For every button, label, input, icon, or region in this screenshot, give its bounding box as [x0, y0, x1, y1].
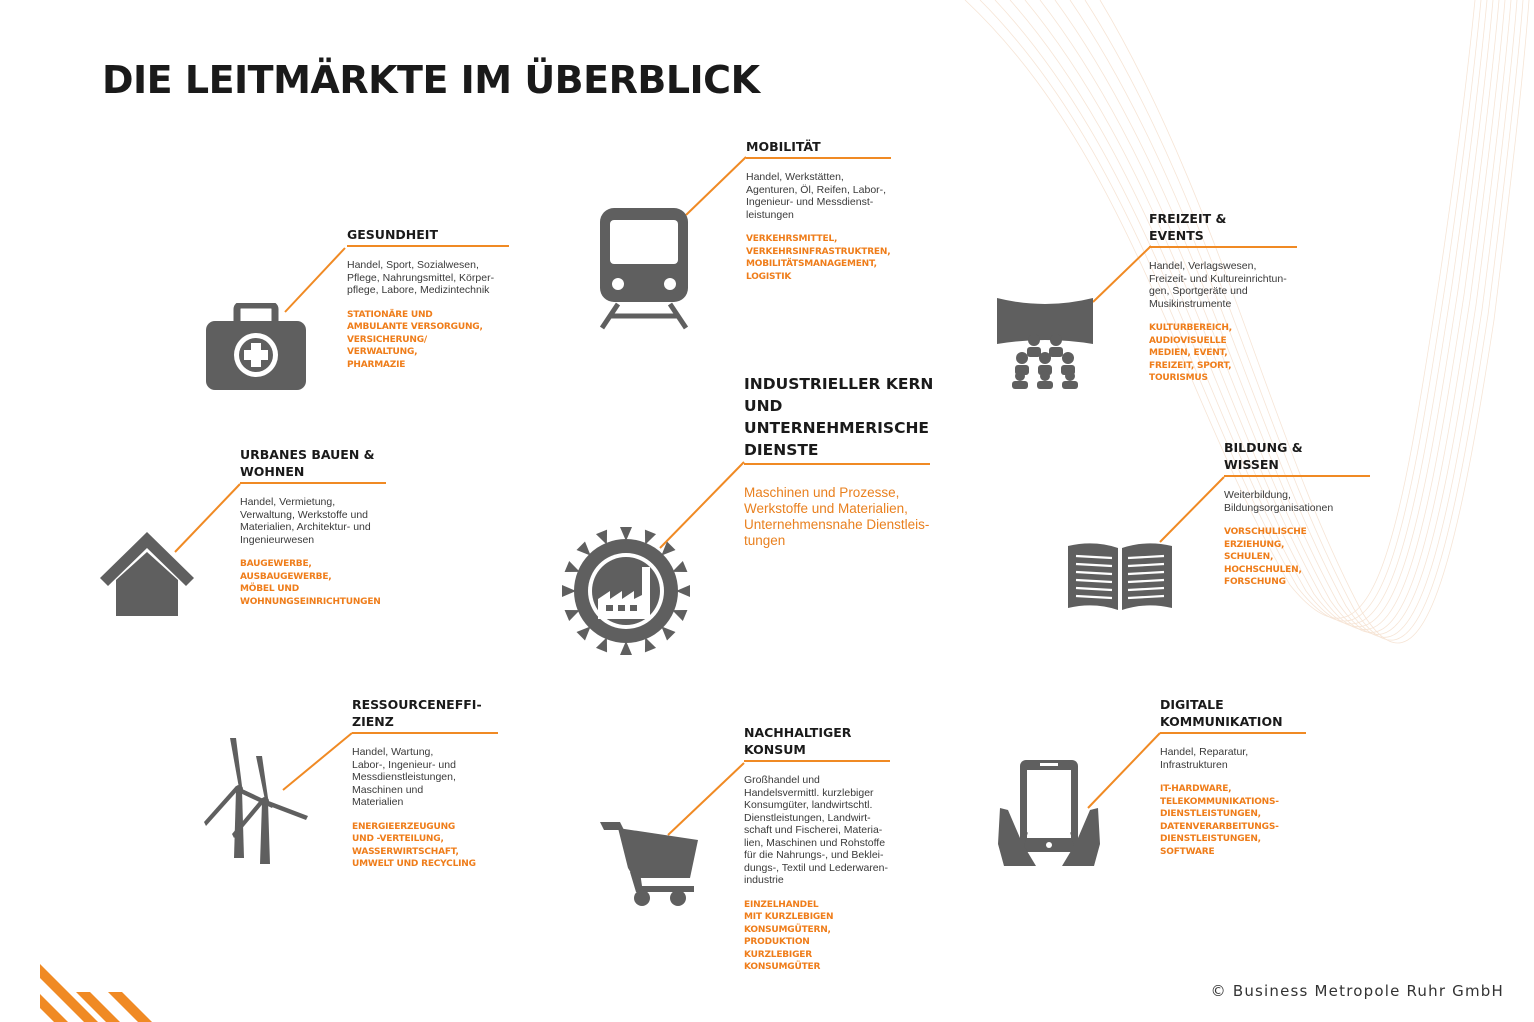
market-sectors: Handel, Vermietung, Verwaltung, Werkstoffe und Materialien, Architektur- und Ingenieurwesen: [240, 496, 371, 546]
market-name: GESUNDHEIT: [347, 227, 438, 242]
factory-gear-icon: [560, 525, 692, 657]
market-focus: VERKEHRSMITTEL, VERKEHRSINFRASTRUKTREN, MOBILITÄTSMANAGEMENT, LOGISTIK: [746, 234, 891, 282]
market-name: BILDUNG & WISSEN: [1224, 440, 1303, 472]
market-focus: BAUGEWERBE, AUSBAUGEWERBE, MÖBEL UND WOHNUNGSEINRICHTUNGEN: [240, 559, 381, 607]
heading-rule: [744, 760, 890, 762]
heading-rule: [1160, 732, 1306, 734]
market-focus: VORSCHULISCHE ERZIEHUNG, SCHULEN, HOCHSCHULEN, FORSCHUNG: [1224, 527, 1307, 587]
market-industrieller-kern: [744, 373, 954, 561]
heading-rule: [352, 732, 498, 734]
heading-rule: [347, 245, 509, 247]
tablet-hands-icon: [998, 758, 1100, 866]
market-sectors: Großhandel und Handelsvermittl. kurzlebiger Konsumgüter, landwirtschtl. Dienstleistungen, Landwirt- schaft und Fischerei, Materia- lien, Maschinen und Rohstoffe für die Nahrungs-, und Beklei- dungs-, Textil und Lederwaren- industrie: [744, 774, 888, 886]
train-icon: [598, 206, 690, 330]
open-book-icon: [1066, 540, 1174, 612]
market-focus: ENERGIEERZEUGUNG UND -VERTEILUNG, WASSERWIRTSCHAFT, UMWELT UND RECYCLING: [352, 821, 476, 869]
market-gesundheit: [347, 226, 509, 371]
market-sectors: Handel, Werkstätten, Agenturen, Öl, Reifen, Labor-, Ingenieur- und Messdienst- leistungen: [746, 171, 887, 221]
wind-turbine-icon: [204, 738, 310, 866]
market-sectors: Handel, Wartung, Labor-, Ingenieur- und Messdienstleistungen, Maschinen und Materialien: [352, 746, 456, 808]
market-sectors: Handel, Verlagswesen, Freizeit- und Kultureinrichtun- gen, Sportgeräte und Musikinstrumente: [1149, 260, 1287, 310]
heading-rule: [744, 463, 930, 465]
market-sectors: Handel, Sport, Sozialwesen, Pflege, Nahrungsmittel, Körper- pflege, Labore, Medizintechnik: [347, 259, 495, 296]
heading-rule: [746, 157, 891, 159]
market-ressourceneffizienz: [352, 696, 502, 871]
market-name: INDUSTRIELLER KERN UND UNTERNEHMERISCHE DIENSTE: [744, 375, 934, 459]
market-nachhaltiger-konsum: [744, 724, 914, 974]
market-urbanes-bauen: [240, 446, 410, 608]
market-name: URBANES BAUEN & WOHNEN: [240, 447, 375, 479]
market-mobilitaet: [746, 138, 921, 283]
heading-rule: [1224, 475, 1370, 477]
market-focus: EINZELHANDEL MIT KURZLEBIGEN KONSUMGÜTERN, PRODUKTION KURZLEBIGER KONSUMGÜTER: [744, 899, 834, 972]
market-focus: STATIONÄRE UND AMBULANTE VERSORGUNG, VERSICHERUNG/ VERWALTUNG, PHARMAZIE: [347, 309, 483, 370]
market-bildung: [1224, 439, 1374, 589]
shopping-cart-icon: [600, 820, 700, 906]
market-focus: IT-HARDWARE, TELEKOMMUNIKATIONS- DIENSTLEISTUNGEN, DATENVERARBEITUNGS- DIENSTLEISTUNGEN, SOFTWARE: [1160, 784, 1279, 857]
audience-screen-icon: [996, 296, 1094, 390]
heading-rule: [1149, 246, 1297, 248]
corner-stripes-decoration: [40, 960, 160, 1022]
market-digitale-kommunikation: [1160, 696, 1320, 858]
market-sectors: Handel, Reparatur, Infrastrukturen: [1160, 746, 1249, 771]
market-sectors: Maschinen und Prozesse, Werkstoffe und Materialien, Unternehmensnahe Dienstleis- tungen: [744, 485, 930, 548]
heading-rule: [240, 482, 386, 484]
page-title: DIE LEITMÄRKTE IM ÜBERBLICK: [102, 58, 760, 102]
market-name: RESSOURCENEFFI- ZIENZ: [352, 697, 482, 729]
market-sectors: Weiterbildung, Bildungsorganisationen: [1224, 489, 1334, 514]
market-name: NACHHALTIGER KONSUM: [744, 725, 852, 757]
market-focus: KULTURBEREICH, AUDIOVISUELLE MEDIEN, EVENT, FREIZEIT, SPORT, TOURISMUS: [1149, 323, 1232, 383]
first-aid-kit-icon: [205, 303, 307, 391]
market-name: FREIZEIT & EVENTS: [1149, 211, 1227, 243]
copyright-notice: © Business Metropole Ruhr GmbH: [1210, 982, 1504, 1000]
market-name: DIGITALE KOMMUNIKATION: [1160, 697, 1283, 729]
house-icon: [98, 530, 196, 618]
market-name: MOBILITÄT: [746, 139, 821, 154]
market-freizeit: [1149, 210, 1314, 385]
